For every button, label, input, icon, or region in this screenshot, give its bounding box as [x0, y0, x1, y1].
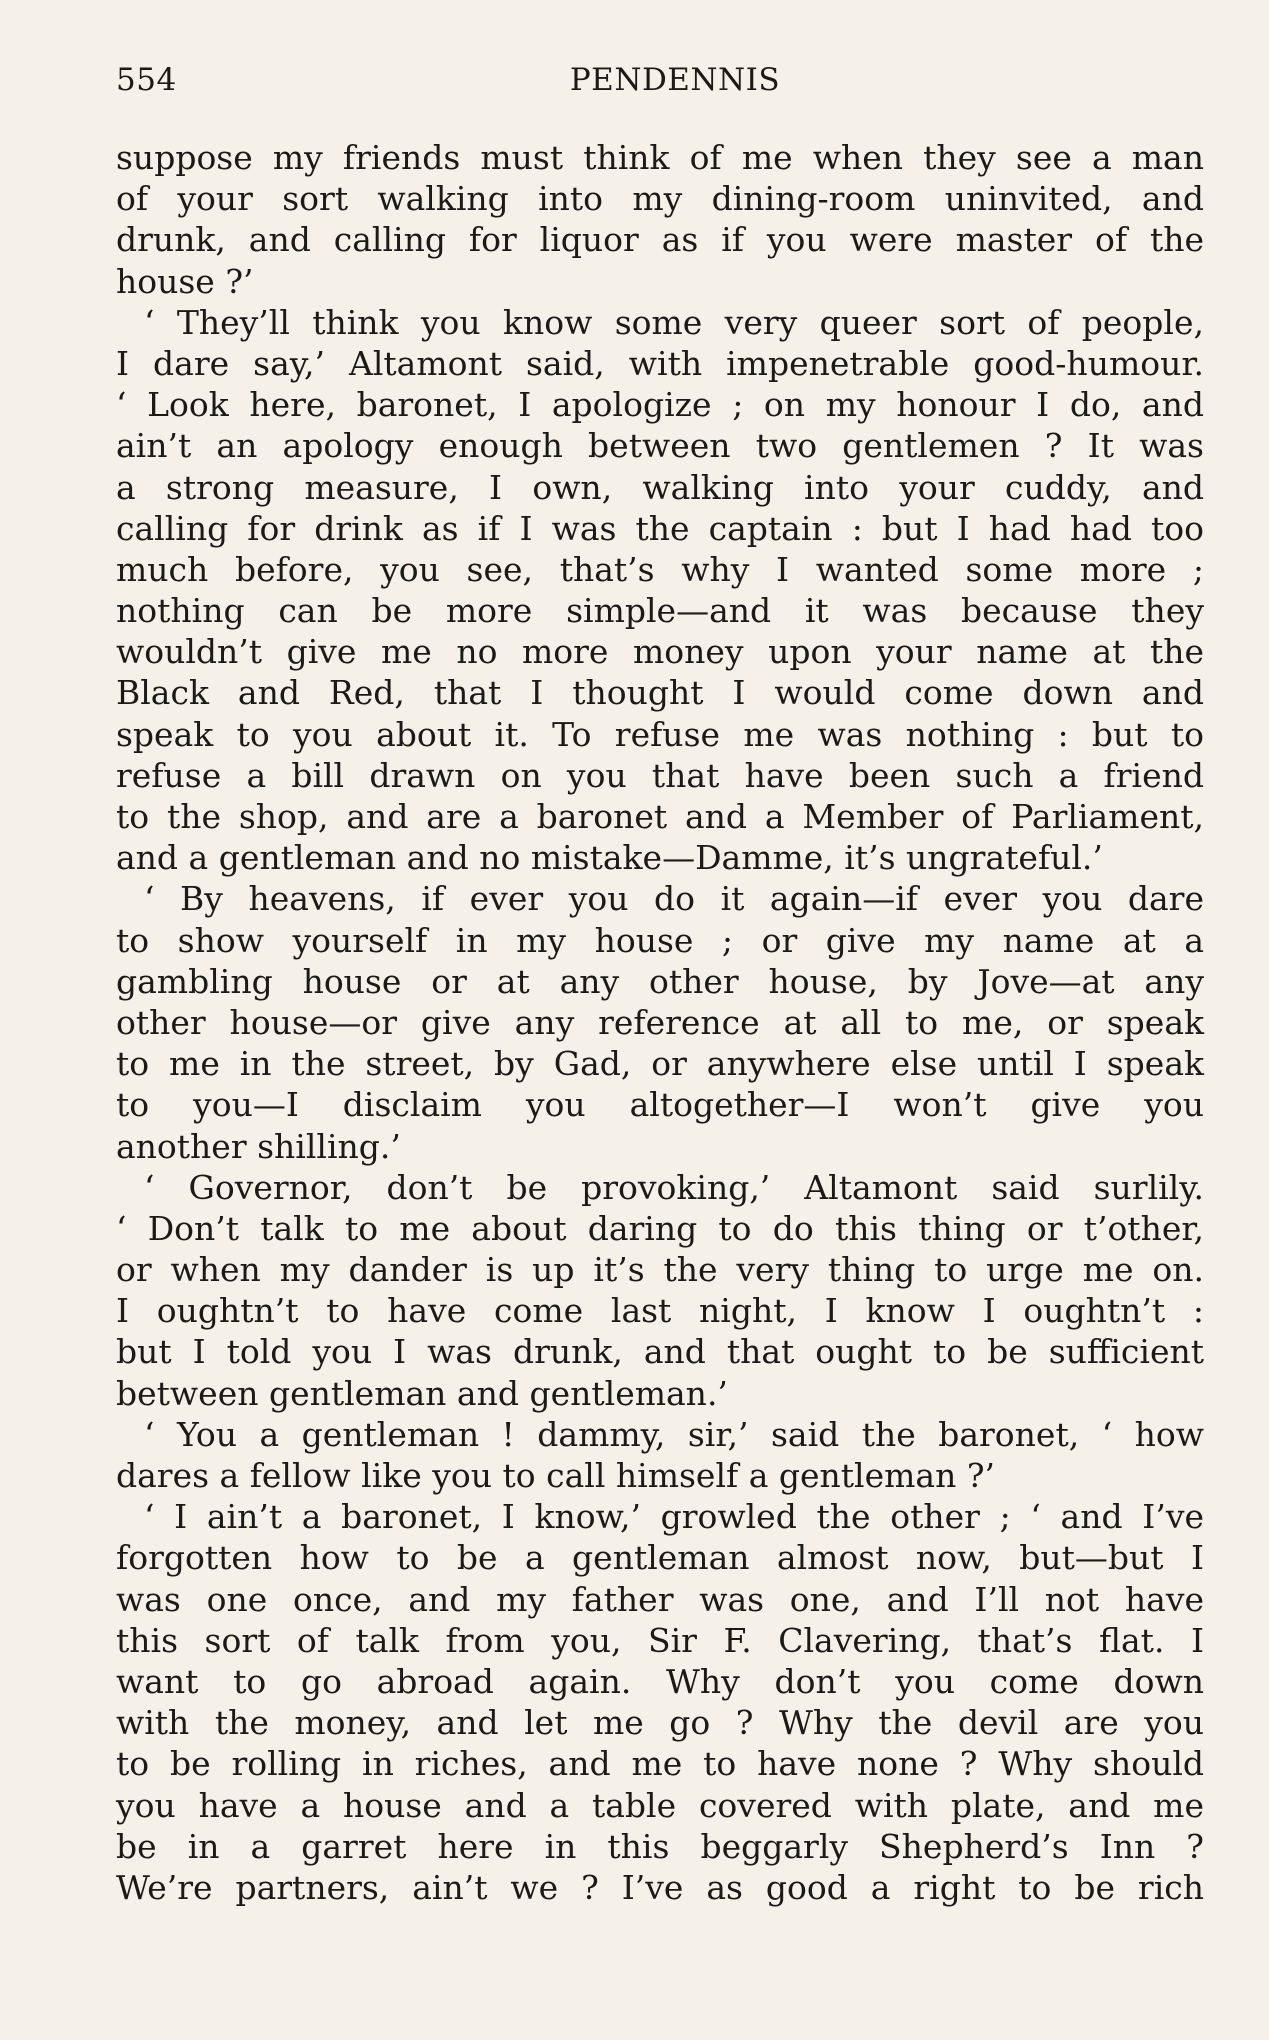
text-line: gambling house or at any other house, by Jove—at any — [116, 961, 1204, 1001]
text-line: another shilling.’ — [116, 1126, 401, 1166]
text-line: dares a fellow like you to call himself a gentleman ?’ — [116, 1456, 996, 1495]
text-line: want to go abroad again. Why don’t you come down — [116, 1661, 1204, 1701]
text-line: nothing can be more simple—and it was because they — [116, 591, 1204, 631]
text-line: calling for drink as if I was the captain : but I had had too — [116, 508, 1204, 548]
text-line: ‘ Look here, baronet, I apologize ; on my honour I do, and — [116, 385, 1204, 425]
text-line: to the shop, and are a baronet and a Member of Parliament, — [116, 797, 1204, 836]
text-line: We’re partners, ain’t we ? I’ve as good a right to be rich — [116, 1867, 1204, 1907]
text-line: I oughtn’t to have come last night, I know I oughtn’t : — [116, 1291, 1204, 1331]
text-line: I dare say,’ Altamont said, with impenetrable good-humour. — [116, 343, 1204, 383]
text-line: you have a house and a table covered with plate, and me — [116, 1785, 1204, 1825]
text-line: wouldn’t give me no more money upon your name at the — [116, 632, 1204, 672]
page-header — [116, 62, 1204, 112]
text-line: to be rolling in riches, and me to have none ? Why should — [116, 1744, 1204, 1784]
text-line: refuse a bill drawn on you that have been such a friend — [116, 755, 1204, 795]
text-line: to me in the street, by Gad, or anywhere else until I speak — [116, 1044, 1204, 1084]
text-line: of your sort walking into my dining-room uninvited, and — [116, 179, 1204, 219]
text-line: much before, you see, that’s why I wanted some more ; — [116, 549, 1204, 589]
text-line: ‘ Don’t talk to me about daring to do this thing or t’other, — [116, 1208, 1204, 1248]
text-line: ‘ By heavens, if ever you do it again—if ever you dare — [144, 879, 1204, 919]
text-line: and a gentleman and no mistake—Damme, it’s ungrateful.’ — [116, 838, 1103, 878]
text-line: with the money, and let me go ? Why the devil are you — [116, 1703, 1204, 1743]
text-line: ‘ I ain’t a baronet, I know,’ growled the other ; ‘ and I’ve — [144, 1497, 1204, 1537]
text-line: ain’t an apology enough between two gentlemen ? It was — [116, 426, 1204, 466]
text-line: other house—or give any reference at all to me, or speak — [116, 1002, 1204, 1042]
text-line: be in a garret here in this beggarly Shepherd’s Inn ? — [116, 1826, 1204, 1866]
text-line: a strong measure, I own, walking into your cuddy, and — [116, 467, 1204, 507]
text-line: to show yourself in my house ; or give my name at a — [116, 920, 1204, 960]
book-page — [116, 62, 1204, 1908]
text-line: ‘ Governor, don’t be provoking,’ Altamont said surlily. — [144, 1167, 1204, 1207]
text-line: was one once, and my father was one, and I’ll not have — [116, 1579, 1204, 1619]
text-line: drunk, and calling for liquor as if you were master of the — [116, 220, 1204, 260]
page-number: 554 — [116, 62, 177, 98]
text-line: forgotten how to be a gentleman almost now, but—but I — [116, 1538, 1204, 1578]
text-line: ‘ You a gentleman ! dammy, sir,’ said the baronet, ‘ how — [144, 1414, 1204, 1454]
text-line: to you—I disclaim you altogether—I won’t give you — [116, 1085, 1204, 1125]
text-line: between gentleman and gentleman.’ — [116, 1373, 728, 1413]
text-line: or when my dander is up it’s the very thing to urge me on. — [116, 1250, 1204, 1290]
running-head: PENDENNIS — [569, 62, 781, 98]
text-line: speak to you about it. To refuse me was nothing : but to — [116, 714, 1204, 754]
text-line: but I told you I was drunk, and that ought to be sufficient — [116, 1332, 1204, 1372]
body-text — [116, 137, 1204, 1908]
text-line: Black and Red, that I thought I would come down and — [116, 673, 1204, 713]
text-line: ‘ They’ll think you know some very queer sort of people, — [144, 302, 1204, 342]
text-line: suppose my friends must think of me when they see a man — [116, 138, 1204, 177]
text-line: this sort of talk from you, Sir F. Clavering, that’s flat. I — [116, 1620, 1204, 1660]
text-line: house ?’ — [116, 261, 254, 301]
